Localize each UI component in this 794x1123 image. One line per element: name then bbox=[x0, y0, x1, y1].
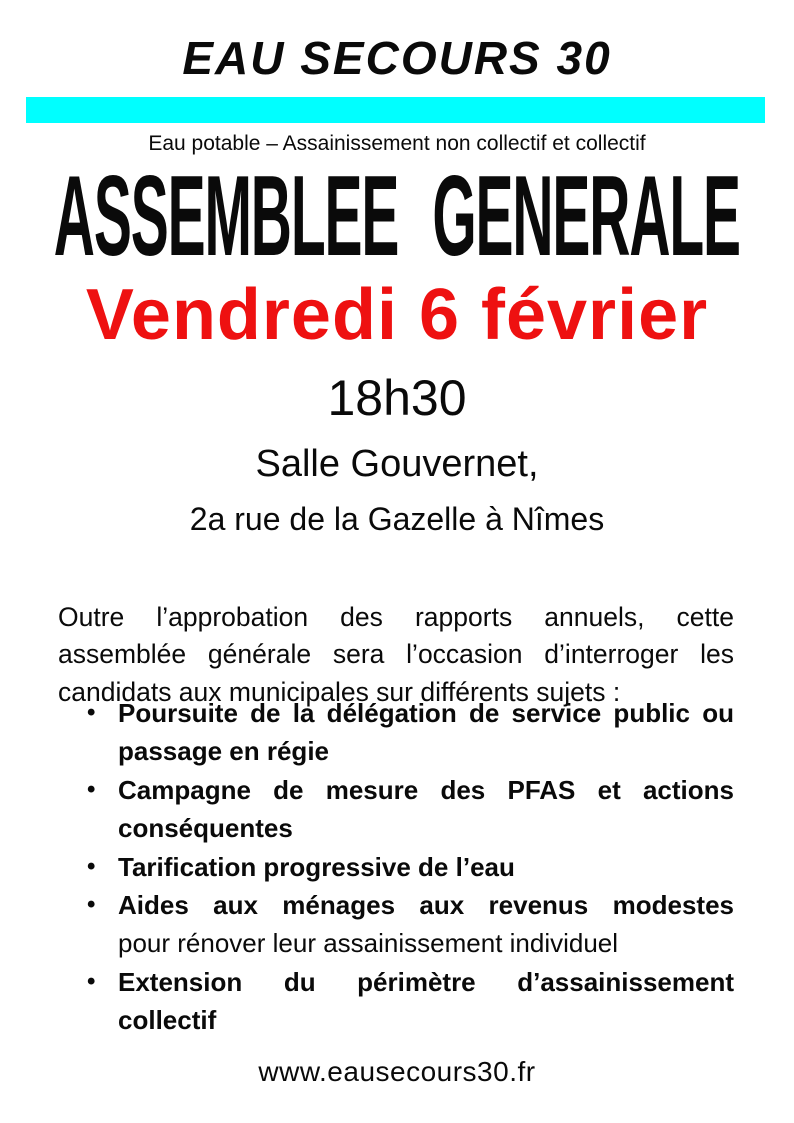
agenda-item-bold: Aides aux ménages aux revenus modestes bbox=[118, 890, 734, 921]
intro-paragraph: Outre l’approbation des rapports annuels, cette assemblée générale sera l’occasion d’interroger les candidats aux municipales sur différents sujets : bbox=[58, 601, 734, 707]
agenda-item-bold: Poursuite de la délégation de service public ou passage en régie bbox=[118, 698, 734, 767]
bullet-icon: • bbox=[87, 699, 96, 726]
agenda-item-bold: Tarification progressive de l’eau bbox=[118, 851, 515, 882]
agenda-item bbox=[85, 694, 734, 771]
bullet-icon: • bbox=[87, 891, 96, 919]
org-name: EAU SECOURS 30 bbox=[182, 32, 612, 84]
bullet-icon: • bbox=[87, 967, 96, 995]
event-time: 18h30 bbox=[327, 370, 467, 426]
org-tagline: Eau potable – Assainissement non collectif et collectif bbox=[148, 132, 646, 155]
agenda-item bbox=[85, 771, 734, 848]
bullet-icon: • bbox=[87, 852, 96, 880]
event-title-text: ASSEMBLEE GENERALE bbox=[53, 152, 741, 280]
agenda-item-bold: Extension du périmètre d’assainissement collectif bbox=[118, 966, 734, 1036]
event-title bbox=[0, 152, 794, 280]
accent-bar bbox=[26, 97, 765, 123]
agenda-item-bold: Campagne de mesure des PFAS et actions conséquentes bbox=[118, 774, 734, 844]
event-address: 2a rue de la Gazelle à Nîmes bbox=[189, 501, 605, 537]
agenda-item bbox=[85, 963, 734, 1040]
agenda-item bbox=[85, 848, 734, 886]
agenda-item-regular: pour rénover leur assainissement individuel bbox=[118, 928, 619, 959]
bullet-icon: • bbox=[87, 775, 96, 803]
agenda-item bbox=[85, 886, 734, 963]
website-text: www.eausecours30.fr bbox=[258, 1056, 536, 1087]
event-venue: Salle Gouvernet, bbox=[255, 443, 539, 485]
event-date: Vendredi 6 février bbox=[85, 275, 709, 355]
agenda-list bbox=[85, 694, 734, 1040]
